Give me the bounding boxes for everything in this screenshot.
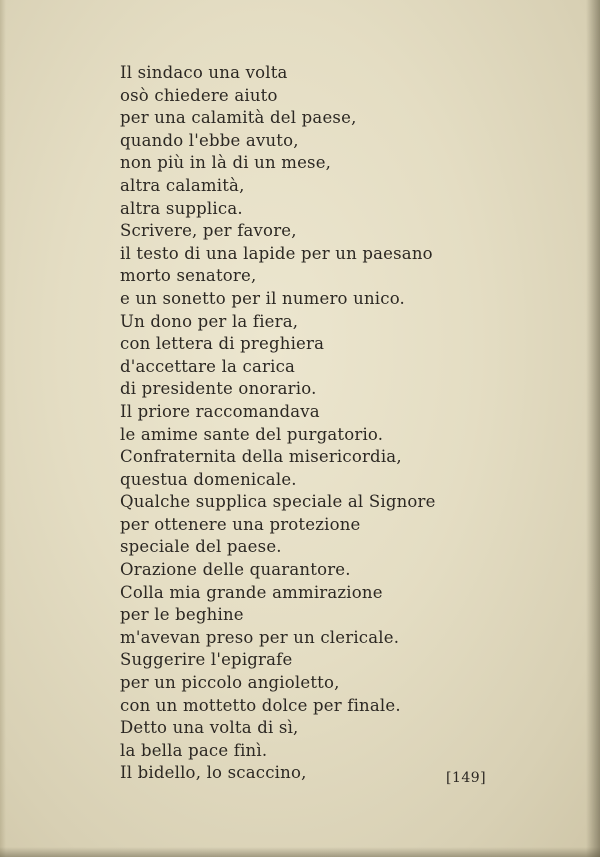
page-left-edge (0, 0, 6, 857)
poem-line: Scrivere, per favore, (120, 221, 297, 241)
poem-line: per un piccolo angioletto, (120, 673, 340, 693)
page-number: [149] (446, 770, 487, 786)
page-right-edge (586, 0, 600, 857)
poem-line: la bella pace finì. (120, 740, 268, 760)
poem-line: Colla mia grande ammirazione (120, 582, 383, 602)
poem-line: Il sindaco una volta (120, 63, 288, 82)
poem-line: osò chiedere aiuto (120, 85, 278, 105)
poem-line: di presidente onorario. (120, 379, 317, 399)
poem-line: il testo di una lapide per un paesano (120, 243, 433, 263)
poem-line: morto senatore, (120, 266, 257, 286)
poem-line: Il priore raccomandava (120, 401, 320, 421)
poem-line: Detto una volta di sì, (120, 718, 299, 738)
poem-text (120, 62, 436, 785)
poem-line: e un sonetto per il numero unico. (120, 288, 405, 308)
poem-line: Confraternita della misericordia, (120, 447, 402, 467)
poem-line: d'accettare la carica (120, 356, 296, 376)
poem-line: per ottenere una protezione (120, 514, 361, 534)
poem-line: per una calamità del paese, (120, 108, 357, 128)
poem-line: con un mottetto dolce per finale. (120, 695, 401, 715)
poem-line: speciale del paese. (120, 537, 282, 557)
poem-line: per le beghine (120, 605, 244, 625)
poem-line: questua domenicale. (120, 469, 297, 489)
poem-line: quando l'ebbe avuto, (120, 130, 299, 150)
page-bottom-edge (0, 847, 600, 857)
poem-line: Qualche supplica speciale al Signore (120, 492, 436, 512)
poem-line: m'avevan preso per un clericale. (120, 627, 400, 647)
poem-line: le amime sante del purgatorio. (120, 424, 384, 444)
poem-line: altra calamità, (120, 175, 245, 195)
poem-line: Orazione delle quarantore. (120, 560, 351, 580)
poem-line: Un dono per la fiera, (120, 311, 299, 331)
poem-line: non più in là di un mese, (120, 153, 332, 173)
poem-line: Il bidello, lo scaccino, (120, 763, 307, 783)
poem-line: altra supplica. (120, 198, 243, 218)
poem-line: con lettera di preghiera (120, 334, 325, 354)
poem-line: Suggerire l'epigrafe (120, 650, 293, 670)
